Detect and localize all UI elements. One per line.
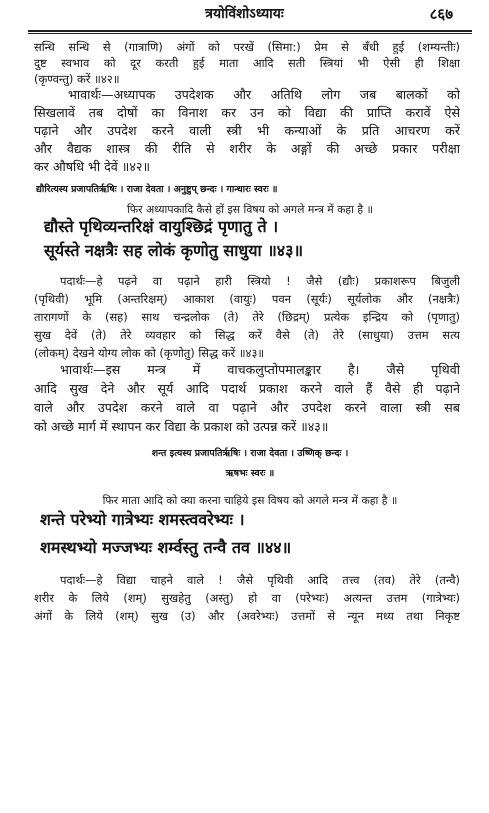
text-line: सुख देवें (ते) तेरे व्यवहार को सिद्ध करें वैसे (ते) तेरे (साधुया) उत्तम सत्य [34, 328, 460, 342]
text-line: (पृथिवी) भूमि (अन्तरिक्षम्) आकाश (वायुः) पवन (सूर्यः) सूर्यलोक और (नक्षत्रैः) [34, 292, 460, 306]
text-line: पढ़ाने और उपदेश करने वाली स्त्री भी कन्याओं के प्रति आचरण करें [34, 123, 460, 138]
text-line: और वैद्यक शास्त्र की रीति से शरीर के अङ्गों की अच्छे प्रकार परीक्षा [34, 141, 460, 156]
bhavartha-line: भावार्थः—इस मन्त्र में वाचकलुप्तोपमालङ्कार है। जैसे पृथिवी [60, 362, 460, 377]
chapter-title: त्रयोविंशोऽध्यायः [205, 6, 284, 22]
text-line: आदि सुख देने और सूर्य आदि पदार्थ प्रकाश करने वाले हैं वैसे ही पढ़ाने [34, 381, 460, 396]
intro-line: फिर माता आदि को क्या करना चाहिये इस विषय को अगले मन्त्र में कहा है ॥ [102, 494, 398, 507]
header-rule-inner [28, 33, 472, 34]
mantra-line: सूर्यस्ते नक्षत्रैः सह लोकं कृणोतु साधुया ॥४३॥ [44, 241, 304, 260]
mantra-line: शन्ते परेभ्यो गात्रेभ्यः शमस्त्ववरेभ्यः । [40, 510, 245, 529]
mantra-line: द्यौस्ते पृथिव्यन्तरिक्षं वायुश्छिद्रं पृणातु ते । [44, 217, 279, 236]
text-line: अंगों के लिये (शम्) सुख (उ) और (अवरेभ्यः) उत्तमों से न्यून मध्य तथा निकृष्ट [34, 609, 460, 623]
text-line: कर औषधि भी देवें ॥४२॥ [34, 159, 150, 174]
rishi-line: द्यौरित्यस्य प्रजापतिर्ऋषिः । राजा देवता । अनुष्टुप् छन्दः । गान्धारः स्वरः ॥ [36, 184, 278, 195]
rishi-line: शन्त इत्यस्य प्रजापतिर्ऋषिः । राजा देवता । उष्णिक् छन्दः । [151, 448, 349, 459]
bhavartha-line: भावार्थः—अध्यापक उपदेशक और अतिथि लोग जब बालकों को [68, 87, 460, 102]
intro-line: फिर अध्यापकादि कैसे हों इस विषय को अगले मन्त्र में कहा है ॥ [127, 203, 373, 216]
mantra-line: शमस्थभ्यो मज्जभ्यः शर्म्वस्तु तन्वै तव ॥४४॥ [40, 538, 292, 557]
text-line: दुष्ट स्वभाव को दूर करती हुई माता आदि सती स्त्रियां भी ऐसी ही शिक्षा [34, 56, 460, 70]
text-line: सिखलावें तब दोषों का विनाश कर उन को विद्या की प्राप्ति करावें ऐसे [34, 105, 460, 120]
padartha-line: पदार्थः—हे पढ़ने वा पढ़ाने हारी स्त्रियो ! जैसे (द्यौः) प्रकाशरूप बिजुली [60, 274, 460, 288]
svara-line: ऋषभः स्वरः ॥ [225, 468, 275, 479]
text-line: (लोकम्) देखने योग्य लोक को (कृणोतु) सिद्ध करें ॥४३॥ [34, 346, 265, 360]
text-line: को अच्छे मार्ग में स्थापन कर विद्या के प्रकाश को उत्पन्न करें ॥४३॥ [34, 419, 329, 434]
padartha-line: पदार्थः—हे विद्या चाहने वाले ! जैसे पृथिवी आदि तत्त्व (तव) तेरे (तन्वै) [60, 573, 460, 587]
header-rule [28, 30, 472, 32]
text-line: (कृण्वन्तु) करें ॥४२॥ [34, 72, 120, 86]
text-line: सन्धि सन्धि से (गात्राणि) अंगों को परखें (सिमा:) प्रेम से बँधी हुई (शम्यन्तीः) [34, 40, 460, 54]
page-header [0, 4, 489, 24]
text-line: शरीर के लिये (शम्) सुखहेतु (अस्तु) हो वा (परेभ्यः) अत्यन्त उत्तम (गात्रेभ्यः) [34, 591, 460, 605]
text-line: वाले और उपदेश करने वाले वा पढ़ाने और उपदेश करने वाला स्त्री सब [34, 400, 460, 415]
text-line: तारागणों के (सह) साथ चन्द्रलोक (ते) तेरे (छिद्रम्) प्रत्येक इन्द्रिय को (पृणातु) [34, 310, 460, 324]
page-number: ८६७ [429, 5, 453, 23]
